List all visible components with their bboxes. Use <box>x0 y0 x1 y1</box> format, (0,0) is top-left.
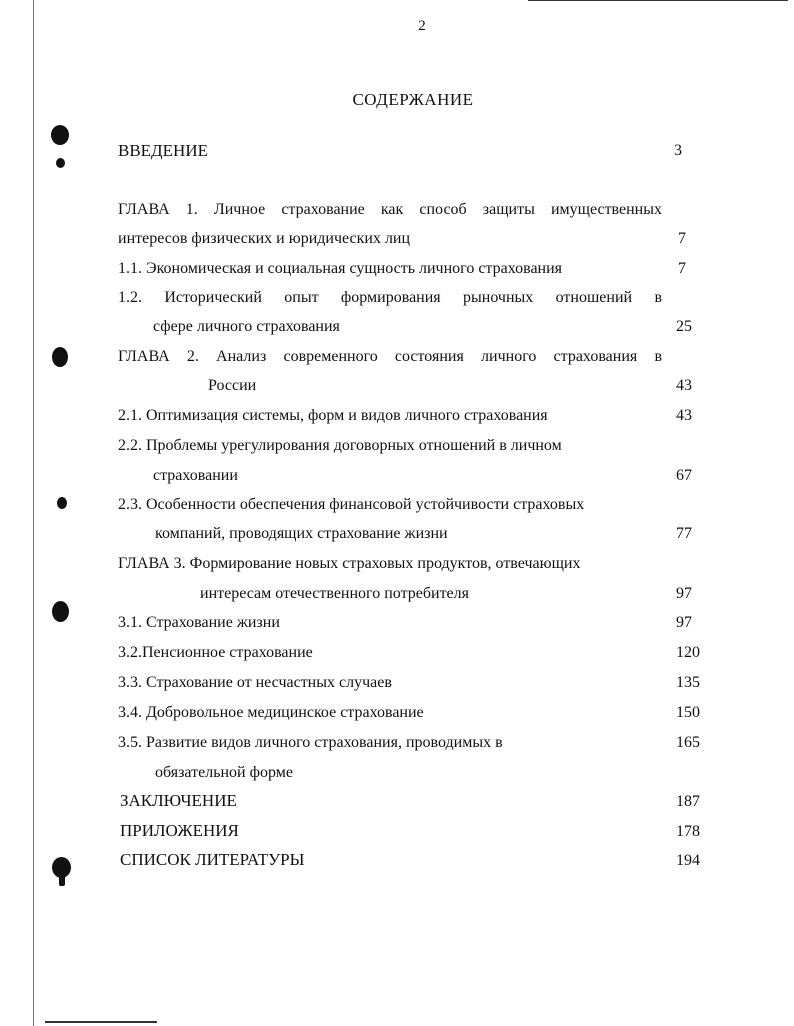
toc-ch1-page: 7 <box>678 230 686 247</box>
toc-conclusion: ЗАКЛЮЧЕНИЕ <box>120 791 237 810</box>
toc-s34-page: 150 <box>676 704 700 721</box>
toc-s31: 3.1. Страхование жизни <box>118 614 280 631</box>
toc-s12-page: 25 <box>676 318 692 335</box>
toc-s11-page: 7 <box>678 260 686 277</box>
toc-s32: 3.2.Пенсионное страхование <box>118 644 313 661</box>
toc-ch3-page: 97 <box>676 585 692 602</box>
page-number: 2 <box>418 18 426 34</box>
toc-s23: 2.3. Особенности обеспечения финансовой устойчивости страховых <box>118 496 585 513</box>
toc-s22-page: 67 <box>676 467 692 484</box>
toc-conclusion-page: 187 <box>676 793 700 810</box>
toc-intro: ВВЕДЕНИЕ <box>118 141 208 160</box>
toc-s32-page: 120 <box>676 644 700 661</box>
toc-ch2-title: ГЛАВА 2. Анализ современного состояния личного страхования в <box>118 348 662 365</box>
toc-appendix: ПРИЛОЖЕНИЯ <box>120 821 239 840</box>
toc-s12: 1.2. Исторический опыт формирования рыночных отношений в <box>118 289 662 306</box>
punch-hole-1 <box>51 125 69 145</box>
toc-ch3-title: ГЛАВА 3. Формирование новых страховых продуктов, отвечающих <box>118 555 581 572</box>
toc-s33: 3.3. Страхование от несчастных случаев <box>118 674 392 691</box>
toc-ch2-title-cont: России <box>208 377 257 394</box>
toc-s22: 2.2. Проблемы урегулирования договорных отношений в личном <box>118 437 562 454</box>
punch-hole-3 <box>52 347 68 367</box>
toc-s35: 3.5. Развитие видов личного страхования, проводимых в <box>118 734 503 751</box>
punch-hole-4 <box>57 497 67 509</box>
toc-s31-page: 97 <box>676 614 692 631</box>
toc-bibliography-page: 194 <box>676 852 700 869</box>
toc-ch3-title-cont: интересам отечественного потребителя <box>200 585 469 602</box>
punch-hole-2 <box>56 158 65 168</box>
toc-ch2-page: 43 <box>676 377 692 394</box>
toc-s21: 2.1. Оптимизация системы, форм и видов личного страхования <box>118 407 548 424</box>
punch-hole-6-tail <box>59 876 65 886</box>
toc-ch1-title: ГЛАВА 1. Личное страхование как способ защиты имущественных <box>118 201 662 218</box>
punch-hole-5 <box>52 601 69 622</box>
toc-ch1-title-cont: интересов физических и юридических лиц <box>118 230 411 247</box>
toc-s34: 3.4. Добровольное медицинское страхование <box>118 704 424 721</box>
toc-s33-page: 135 <box>676 674 700 691</box>
toc-s35-page: 165 <box>676 734 700 751</box>
punch-hole-6 <box>52 857 71 878</box>
scan-edge-bottom <box>45 1021 157 1023</box>
toc-s21-page: 43 <box>676 407 692 424</box>
toc-s35-cont: обязательной форме <box>155 764 293 781</box>
toc-s23-cont: компаний, проводящих страхование жизни <box>155 525 448 542</box>
toc-intro-page: 3 <box>674 142 682 159</box>
scan-edge-left <box>33 0 34 1026</box>
toc-bibliography: СПИСОК ЛИТЕРАТУРЫ <box>120 850 305 869</box>
page-title: СОДЕРЖАНИЕ <box>352 90 474 109</box>
toc-appendix-page: 178 <box>676 823 700 840</box>
toc-s12-cont: сфере личного страхования <box>153 318 340 335</box>
scan-edge-top <box>528 0 788 1</box>
toc-s23-page: 77 <box>676 525 692 542</box>
toc-s22-cont: страховании <box>153 467 238 484</box>
toc-s11: 1.1. Экономическая и социальная сущность личного страхования <box>118 260 563 277</box>
